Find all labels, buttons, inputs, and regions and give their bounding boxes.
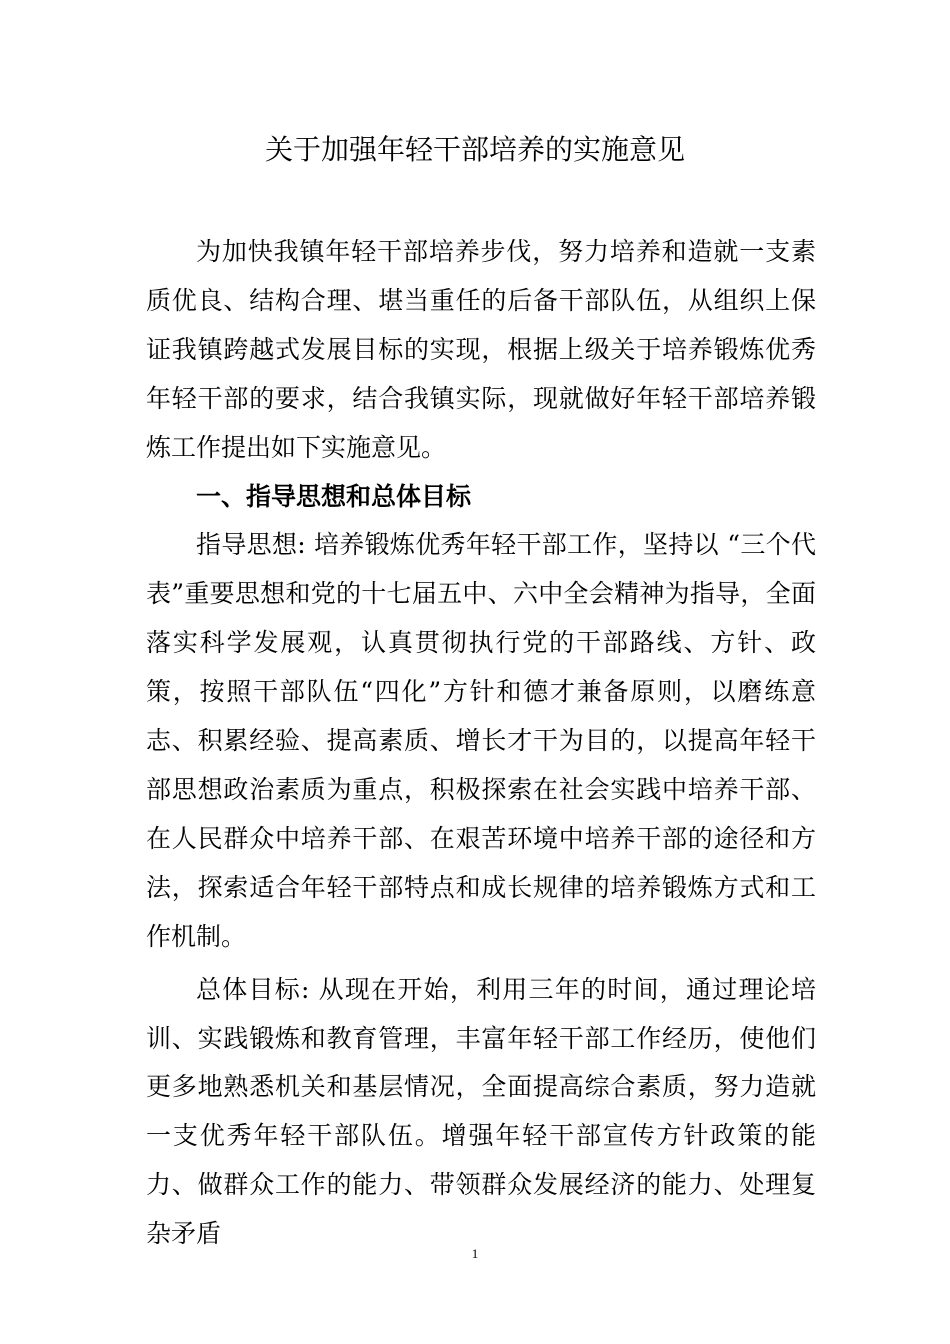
intro-paragraph: 为加快我镇年轻干部培养步伐，努力培养和造就一支素质优良、结构合理、堪当重任的后备干部队伍，从组织上保证我镇跨越式发展目标的实现，根据上级关于培养锻炼优秀年轻干部的要求，结合我镇实际，现就做好年轻干部培养锻炼工作提出如下实施意见。	[146, 237, 816, 462]
overall-goal-text: 从现在开始，利用三年的时间，通过理论培训、实践锻炼和教育管理，丰富年轻干部工作经历，使他们更多地熟悉机关和基层情况，全面提高综合素质，努力造就一支优秀年轻干部队伍。增强年轻干部宣传方针政策的能力、做群众工作的能力、带领群众发展经济的能力、处理复杂矛盾	[146, 974, 816, 1249]
guiding-thought-text: 培养锻炼优秀年轻干部工作，坚持以 “三个代表”重要思想和党的十七届五中、六中全会精神为指导，全面落实科学发展观，认真贯彻执行党的干部路线、方针、政策，按照干部队伍“四化”方针和德才兼备原则，以磨练意志、积累经验、提高素质、增长才干为目的，以提高年轻干部思想政治素质为重点，积极探索在社会实践中培养干部、在人民群众中培养干部、在艰苦环境中培养干部的途径和方法，探索适合年轻干部特点和成长规律的培养锻炼方式和工作机制。	[146, 530, 816, 951]
overall-goal-label: 总体目标:	[196, 974, 310, 1004]
page-number: 1	[471, 1246, 479, 1261]
guiding-thought-label: 指导思想:	[196, 530, 306, 560]
guiding-thought-paragraph	[146, 521, 816, 961]
section-heading: 一、指导思想和总体目标	[196, 481, 472, 511]
document-title: 关于加强年轻干部培养的实施意见	[264, 133, 685, 166]
document-body	[146, 228, 816, 1259]
overall-goal-paragraph	[146, 966, 816, 1259]
